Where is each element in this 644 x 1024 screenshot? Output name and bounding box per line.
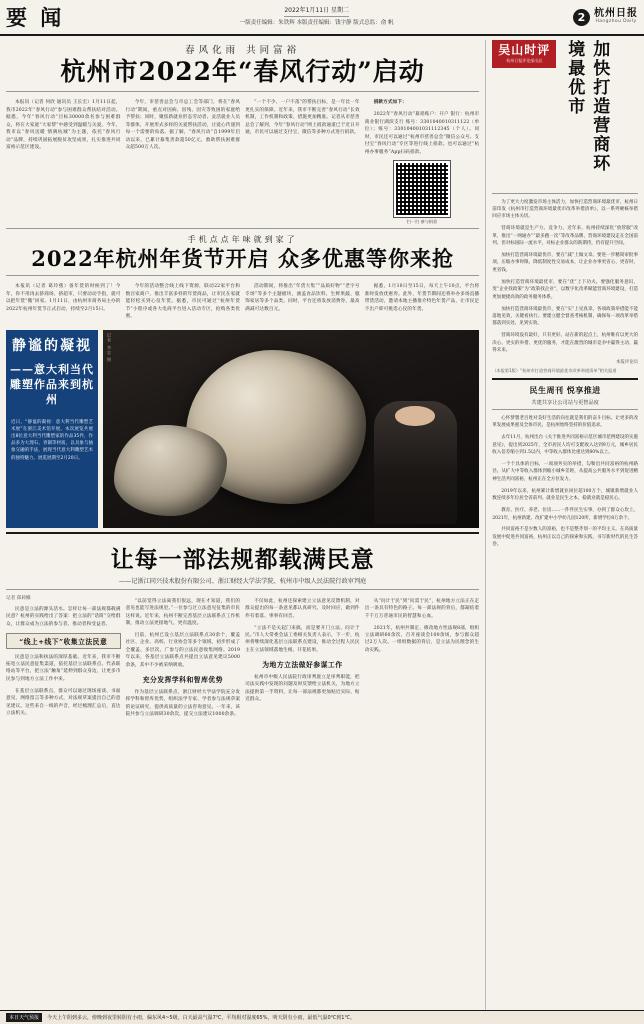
paragraph: 从“问计于民”到“问需于民”，杭州地方立法正在走出一条具有特色的路子。每一部法规的背后，都凝结着千千万万普通市民的智慧和心血。: [364, 598, 480, 619]
divider: [492, 193, 638, 194]
left-columns: [6, 40, 479, 1018]
bottom-subhead: ——记浙江同兴技术股份有限公司、浙江财经大学法学院、杭州市中级人民法院行政审判庭: [118, 578, 367, 586]
feature-block: [6, 330, 479, 528]
paragraph: 加快打造营商环境最优市，要在“减”上做文章。要进一步精简审批事项、压缩办事时限、降低制度性交易成本，让企业办事更省心、更省时、更省钱。: [492, 253, 638, 273]
divider: [6, 532, 479, 534]
paragraph: 共同富裕不是少数人的富裕，也不是整齐划一的平均主义。在高质量发展中促进共同富裕，杭州正以自己的探索和实践，书写新时代的民生答卷。: [492, 527, 638, 548]
newspaper-logo: [594, 9, 638, 25]
byline: 记者 郑莉娜: [6, 596, 31, 602]
lead-headline: 杭州市2022年“春风行动”启动: [60, 57, 425, 86]
right-column: [485, 40, 638, 1018]
divider: [6, 91, 479, 92]
page-title: 要 闻: [6, 5, 65, 30]
paragraph: 本报讯（记者 何欣 通讯员 王长宏）1月11日起，我市2022年“春风行动”参与困难群众帮扶结对活动。据悉，今年“春风行动”目标30000余名参与困难群众，将在大家庭“大家帮”中感受到温暖与关爱。今年，我市以“春风送暖 情满杭城”为主题，依托“春风行动”品牌，持续巩固拓展脱贫攻坚成果，扎实推进共同富裕示范区建设。: [6, 100, 121, 150]
paragraph: 本报讯（记者 葛玲燕）备年货的时候到了！今年，你不用再去挤商场、挤超市，只要动动手指，就可以把年货“搬”回家。1月11日，由杭州市商务局主办的2022年杭州年货节正式启动，持续至2月15日。: [6, 284, 121, 312]
masthead: [0, 0, 644, 36]
page-body: [0, 36, 644, 1018]
editor-credits: 一版责任编辑：朱铁辉 本版责任编辑：钱宇静 版式总监：俞 帆: [239, 20, 394, 27]
paragraph: 在基层立法联系点，群众可以通过现场座谈、书面意见、网络留言等多种方式，对法规草案提出自己的意见建议。这些来自一线的声音，经过梳理汇总后，直达立法机关。: [6, 688, 121, 717]
publication-date: 2022年1月11日 星期二: [284, 6, 349, 17]
sculpture-secondary: [114, 425, 227, 516]
paragraph: 去年11月，杭州出台《关于推进共同富裕示范区城市范例建设的实施意见》，提出到2025年，全市居民人均可支配收入达到9万元，城乡居民收入倍差缩小到1.5以内，中等收入群体比重达到80%以上。: [492, 435, 638, 456]
lead-col-3: [245, 95, 360, 225]
bottom-headline: 让每一部法规都载满民意: [110, 546, 375, 574]
feature-subtitle: ——意大利当代雕塑作品来到杭州: [6, 360, 98, 414]
second-col-4: [365, 279, 480, 325]
paragraph: 2019年以来，杭州累计新增就业岗位超100万个，城镇新增就业人数连续多年位居全省前列。就业是民生之本，稳就业就是稳民心。: [492, 488, 638, 502]
feature-title: [6, 330, 98, 360]
qr-block: [365, 161, 480, 225]
commentary-header: [492, 40, 638, 190]
qr-caption: 扫一扫 参与捐款: [406, 218, 438, 224]
paragraph: 据悉，1月10日至15日，每天上午10点，平台将准时发放优惠券。此外，年货节期间还将举办多场直播带货活动，邀请本地主播推介特色年货产品，让市民足不出户即可挑选心仪的年货。: [364, 284, 480, 312]
weather-badge: 本日天气预报: [6, 1013, 42, 1022]
commentary-badge: [492, 40, 556, 68]
feature-sidebar: [6, 330, 98, 528]
feature-photo: [103, 330, 479, 528]
bottom-col-4: [365, 593, 480, 723]
divider: [6, 275, 479, 276]
qr-code-icon[interactable]: [394, 161, 450, 217]
second-kicker: 手机点点年味就到家了: [187, 234, 298, 244]
paragraph: 教育、医疗、养老、住房……一件件民生实事，办到了群众心坎上。2021年，杭州新建、改扩建中小学幼儿园120所，新增学位8万余个。: [492, 508, 638, 521]
paragraph: 营商环境就是生产力、竞争力。近年来，杭州持续深化“放管服”改革，推出“一网通办”“最多跑一次”等改革品牌，营商环境建设走在全国前列。但对标国际一流水平，对标企业群众的新期待，仍有提升空间。: [492, 226, 638, 247]
paragraph: 2022年“春风行动”募捐账户：开户 银行：杭州市商业银行湖滨支行 账号：3301040010311122（单位）；账号：330104001031112345（个人）。同时，市民还可以通过“杭州市慈善总会”微信公众号、支付宝“春风行动”专区等进行线上捐款。也可以通过“杭州办事服务”App扫码捐款。: [364, 112, 480, 155]
commentary-author: 本报评论员: [616, 360, 638, 366]
divider: [492, 409, 638, 410]
commentary-badge-title: 吴山时评: [498, 43, 551, 57]
right-section-body: [492, 415, 638, 549]
bottom-col-3: [245, 593, 360, 723]
paragraph: 杭州市中级人民法院行政审判庭立足审判职能，把司法实践中发现的问题及时反馈给立法机关，为地方立法提供第一手资料，让每一部法规都更加贴近实际、贴近群众。: [245, 674, 360, 703]
lead-col-4: [365, 95, 480, 225]
second-story-columns: [6, 279, 479, 325]
paragraph: 今年，市慈善总会与市总工会等部门，将在“春风行动”期间，重点对因病、因残、因灾等致困的家庭给予帮扶；同时，聚焦新就业形态劳动者、灵活就业人员等群体，开展形式多样的关爱帮扶活动，让爱心传递到每一个需要的角落。据了解，“春风行动”自1999年启动以来，已累计募集善款超50亿元，救助帮扶困难群众超500万人次。: [125, 100, 241, 150]
paragraph: 活动期间，将推出“年货大集”“品质好物”“老字号专场”等多个主题板块，涵盖食品饮料、生鲜果蔬、服饰家居等多个品类。同时，平台还将发放消费券，最高满减可达数百元。: [245, 284, 360, 312]
paragraph: 心怀梦想老百姓对美好生活的向往就是我们的奋斗目标。让更多的改革发展成果惠及全体市民，是杭州始终坚持的价值追求。: [492, 415, 638, 429]
feature-title-text: 静谧的凝视: [12, 338, 92, 355]
weather-strip: [0, 1010, 644, 1024]
feature-caption: 近日，“静谧的凝视：意大利当代雕塑艺术展”在浙江美术馆开展。本次展览共展出8位意大利当代雕塑家的作品35件，作品多为大理石、青铜等材质，以具象与抽象交融的手法，展现当代意大利雕塑艺术的独特魅力。展览展期至2月20日。: [6, 414, 98, 528]
bottom-story-columns: [6, 593, 479, 723]
paragraph: 加快打造营商环境最优市，要在“实”上见真章。各项政策举措能不能落地见效，关键看执行。要建立健全督查考核机制，确保每一项改革举措都落到实处、见到实效。: [492, 306, 638, 327]
paragraph: 为了更大力度激发市场主体活力，加快打造营商环境最优市，杭州日前印发《杭州市打造营商环境最优市改革举措清单》，以一系列硬核举措回应市场主体关切。: [492, 199, 638, 220]
weather-text: 今天上午阴到多云，傍晚到夜里转阴有小雨，偏东风4~5级，白天最高气温7℃，平均相对湿度65%，明天阴有小雨，最低气温0℃到1℃。: [47, 1015, 356, 1021]
commentary-body: [492, 199, 638, 366]
masthead-center: [64, 6, 569, 27]
paragraph: 作为基层立法联系点，浙江财经大学法学院充分发挥学科和智库优势，组织法学专家、学者参与法规草案的论证研究，提供高质量的立法咨询意见。一年来，该院共参与立法调研30余次，提交立法建议1000余条。: [125, 689, 241, 718]
second-col-2: [126, 279, 241, 325]
subsection-heading-1: “线上+线下”收集立法民意: [6, 633, 121, 649]
bottom-col-1: [6, 593, 121, 723]
commentary-badge-sub: 杭州日报评论部出品: [506, 58, 543, 64]
paragraph: 一个个具体的目标，一项项务实的举措，勾勒出共同富裕的杭州路径。从扩大中等收入群体到缩小城乡差距，从提高公共服务水平到促进精神生活共同富裕，杭州正在全方位发力。: [492, 462, 638, 482]
donation-lead: 捐款方式如下：: [373, 100, 407, 106]
page-number: 2: [573, 9, 590, 26]
paragraph: 营商环境没有最好，只有更好。站在新的起点上，杭州唯有以更大的决心、更实的举措、更优的服务，才能在激烈的城市竞争中赢得主动、赢得未来。: [492, 333, 638, 354]
lead-kicker: 春风化雨 共同富裕: [185, 45, 301, 56]
paragraph: “一个不少、一户不落”的帮扶目标，是一年比一年更扎实的保障。近年来，我市不断完善“春风行动”长效机制，工作机制和政策、措施更加精准。记者从市慈善总会了解到，今年“春风行动”网上捐款通道已于近日开通，市民可以通过支付宝、微信等多种方式进行捐款。: [245, 100, 360, 136]
lead-col-2: [126, 95, 241, 225]
paragraph: 民意是立法的源头活水。怎样让每一部法规都载满民意？杭州的实践给出了答案：把立法的“话筒”交给群众，让群众成为立法的参与者、推动者和受益者。: [6, 606, 121, 627]
paragraph: 加快打造营商环境最优市，要在“优”上下功夫。要强化服务意识，变“企业找政策”为“政策找企业”，以数字化改革赋能营商环境建设，打造更加便捷高效的政务服务体系。: [492, 279, 638, 300]
logo-en: Hangzhou Daily: [595, 19, 637, 25]
right-section-subtitle: 共建共享让公司站与更智品度: [531, 400, 599, 407]
paragraph: 今年的活动整合线上线下资源，联动22家平台和数百家商户，推出丰富多样的年货商品，让市民在家就能轻松买到心仪年货。据悉，市民可通过“杭州年货节”小程序或各大电商平台进入活动专区，抢购各类优惠。: [125, 284, 241, 320]
second-col-3: [245, 279, 360, 325]
visitor-figure: [374, 401, 457, 524]
divider: [6, 589, 479, 590]
photo-credit: 记者 李忠 摄: [107, 333, 112, 363]
lead-col-1: [6, 95, 121, 225]
lead-story-columns: [6, 95, 479, 225]
commentary-caption: （本报第1版）“杭州市打造营商环境最优市改革举措清单”相关报道: [492, 368, 617, 374]
paragraph: 民意是立法和执法的深厚基础。近年来，我市不断拓宽立法民意征集渠道，依托基层立法联系点、代表联络站等平台，把立法“触角”延伸到群众身边，让更多市民参与到地方立法工作中来。: [6, 654, 121, 682]
paragraph: 目前，杭州已设立基层立法联系点30余个，覆盖社区、企业、高校、行业协会等多个领域，初步形成了全覆盖、多层次、广参与的立法民意收集网络。2019年以来，各基层立法联系点共提出立法意见建议5000余条，其中不少被采纳吸收。: [125, 633, 241, 668]
second-headline: 2022年杭州年货节开启 众多优惠等你来抢: [31, 245, 454, 271]
subsection-heading-2: 充分发挥学科和智库优势: [142, 676, 223, 685]
second-col-1: [6, 279, 121, 325]
paragraph: “以前觉得立法离我们很远，现在才知道，我们的意见也能写进法规里。”一位参与过立法意见征集的市民这样说。近年来，杭州不断完善基层立法联系点工作机制，推动立法更接地气、更有温度。: [125, 598, 241, 627]
paragraph: 2021年，杭州共制定、修改地方性法规8部，组织立法调研60余次，召开座谈会100余场，参与群众超过2万人次。一组组数据的背后，是立法为民理念的生动实践。: [364, 625, 480, 653]
subsection-heading-3: 为地方立法做好参谋工作: [262, 661, 343, 670]
bottom-col-2: [126, 593, 241, 723]
paragraph: 不仅如此，杭州还探索建立立法意见反馈机制，对群众提出的每一条意见都认真研究、及时回应，做到件件有着落、事事有回音。: [245, 598, 360, 619]
paragraph: “立法不是关起门来搞，而是要开门立法、问计于民。”市人大常委会法工委相关负责人表示，下一步，杭州将继续深化基层立法联系点建设，推动全过程人民民主在立法领域落地生根、开花结果。: [245, 625, 360, 653]
logo-cn: 杭州日报: [594, 8, 638, 20]
divider: [492, 378, 638, 380]
divider: [6, 228, 479, 229]
commentary-vertical-title: 加快打造营商环境最优市: [564, 40, 610, 173]
right-section-title: 民生周刊 悦享推进: [529, 385, 601, 396]
